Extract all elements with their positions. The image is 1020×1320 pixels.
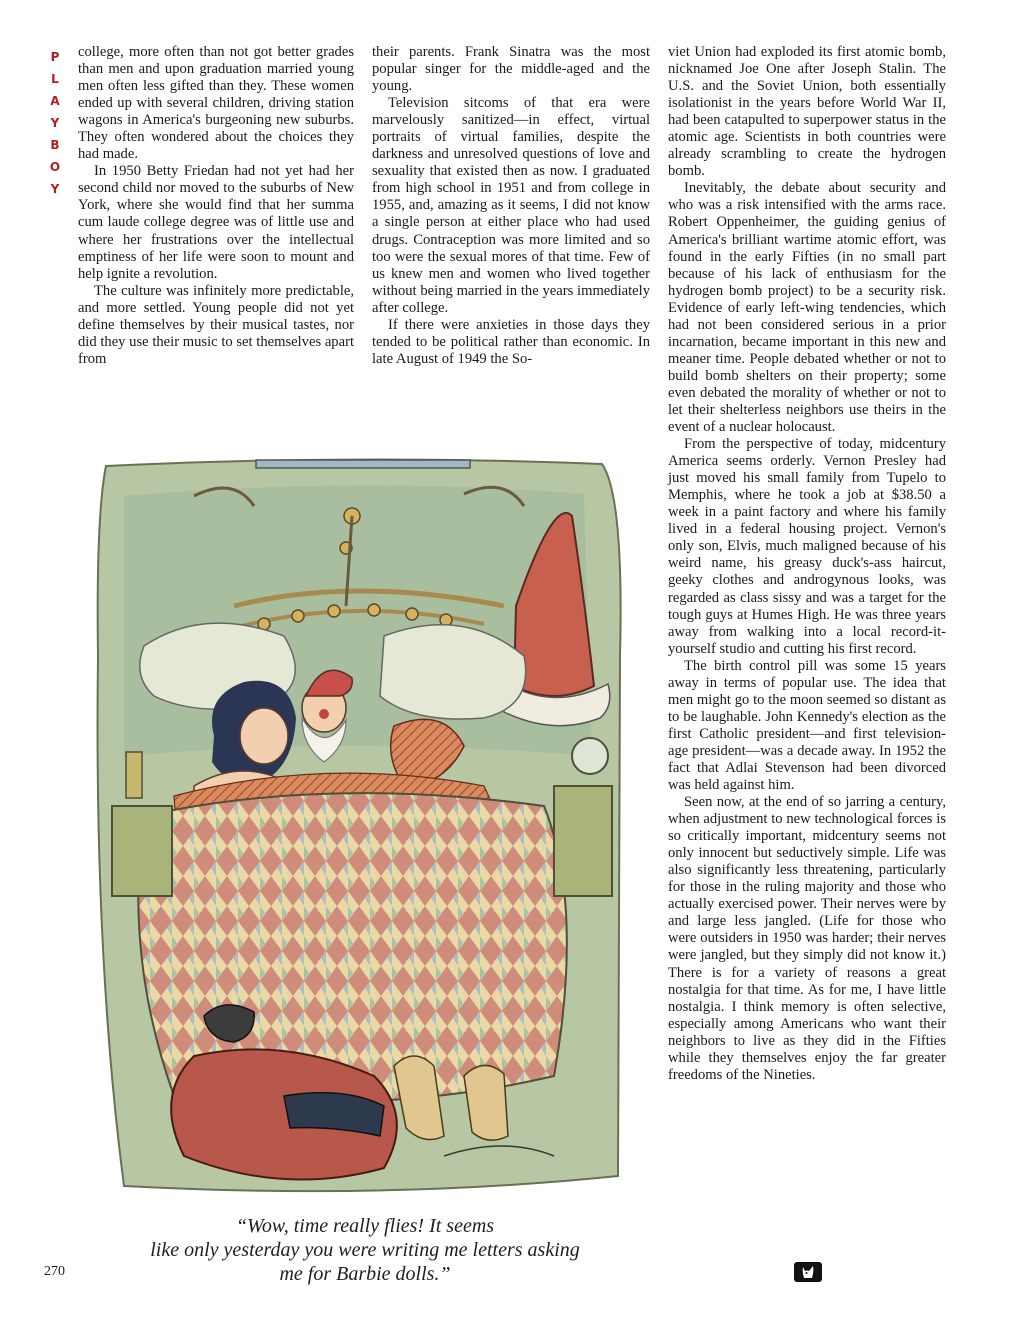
paragraph: The culture was infinitely more predictable, and more settled. Young people did not yet define themselves by their musical tastes, nor did they use their music to set themselves apart from — [78, 282, 354, 367]
running-head-letter: B — [50, 138, 60, 152]
paragraph: In 1950 Betty Friedan had not yet had her second child nor moved to the suburbs of New York, where she would find that her summa cum laude college degree was of little use and where her frustrations over the intellectual emptiness of her life were soon to mount and help ignite a revolution. — [78, 163, 354, 282]
paragraph: Inevitably, the debate about security and who was a risk intensified with the arms race. Robert Oppenheimer, the guiding genius of America's brilliant wartime atomic effort, was found in the early Fifties (in no small part because of his lack of enthusiasm for the hydrogen bomb project) to be a security risk. Evidence of early left-wing tendencies, which had not been considered serious in a prior incarnation, became important in this new and meaner time. People debated whether or not to build bomb shelters on their property; some even debated the morality of whether or not to let their shelterless neighbors use theirs in the event of a nuclear holocaust. — [668, 180, 946, 436]
rabbit-head-logo-icon — [794, 1262, 822, 1282]
cartoon-illustration — [84, 456, 628, 1208]
paragraph: Seen now, at the end of so jarring a century, when adjustment to new technological forces is so critically important, midcentury seems not only innocent but seductively simple. Life was also significantly less threatening, particularly for those in the ruling majority and those who actually exercised power. Their nerves were by and large less jangled. (Life for those who were outsiders in 1950 was harder; their nerves were jangled, but they simply did not know it.) There is for a variety of reasons a great nostalgia for that time. As for me, I have little nostalgia. I think memory is often selective, especially among Americans who want their neighbors to live as they did in the Fifties while they themselves enjoy the far greater freedoms of the Nineties. — [668, 794, 946, 1083]
page-number: 270 — [44, 1264, 65, 1279]
running-head-letter: Y — [50, 116, 60, 130]
running-head-letter: L — [51, 72, 59, 86]
running-head-letter: A — [50, 94, 60, 108]
caption-line: “Wow, time really flies! It seems — [235, 1215, 495, 1237]
running-head-letter: Y — [50, 182, 60, 196]
paragraph: their parents. Frank Sinatra was the most popular singer for the middle-aged and the young. — [372, 44, 650, 95]
paragraph: If there were anxieties in those days they tended to be political rather than economic. In late August of 1949 the So- — [372, 316, 650, 367]
paragraph: Television sitcoms of that era were marvelously sanitized—in effect, virtual portraits of virtual families, despite the darkness and unresolved questions of love and sexuality that existed then as now. I graduated from high school in 1951 and from college in 1955, and, amazing as it seems, I did not know a single person at either place who had used drugs. Contraception was more limited and so too were the sexual mores of that time. Few of us knew men and women who lived together without being married in the years immediately after college. — [372, 95, 650, 316]
running-head-letter: O — [49, 160, 61, 174]
caption-line: like only yesterday you were writing me letters asking — [150, 1239, 580, 1261]
paragraph: The birth control pill was some 15 years away in terms of popular use. The idea that men might go to the moon seemed so distant as to be laughable. John Kennedy's election as the first Catholic president—and first television-age president—was a decade away. In 1952 the fact that Adlai Stevenson had been divorced was held against him. — [668, 657, 946, 794]
text-column-1 — [78, 44, 354, 368]
running-head-letter: P — [50, 50, 60, 64]
paragraph: From the perspective of today, midcentury America seems orderly. Vernon Presley had just moved his small family from Tupelo to Memphis, where he took a job at $38.50 a week in a paint factory and where his family lived in a federal housing project. Vernon's only son, Elvis, much maligned because of his weird name, his greasy duck's-ass haircut, geeky clothes and androgynous looks, was regarded as class sissy and was a target for the tough guys at Humes High. He was three years away from walking into a local record-it-yourself studio and cutting his first record. — [668, 436, 946, 657]
caption-line: me for Barbie dolls.” — [279, 1263, 451, 1285]
paragraph: viet Union had exploded its first atomic bomb, nicknamed Joe One after Joseph Stalin. The U.S. and the Soviet Union, both essentially isolationist in the years before World War II, had been catapulted to superpower status in the atomic age. Scientists in both countries were already scrambling to create the hydrogen bomb. — [668, 44, 946, 180]
text-column-2 — [372, 44, 650, 368]
running-head — [44, 46, 66, 200]
cartoon-caption — [120, 1214, 610, 1286]
text-column-3 — [668, 44, 946, 1084]
paragraph: college, more often than not got better grades than men and upon graduation married young men often less gifted than they. These women ended up with several children, driving station wagons in America's burgeoning new suburbs. They often wondered about the choices they had made. — [78, 44, 354, 163]
